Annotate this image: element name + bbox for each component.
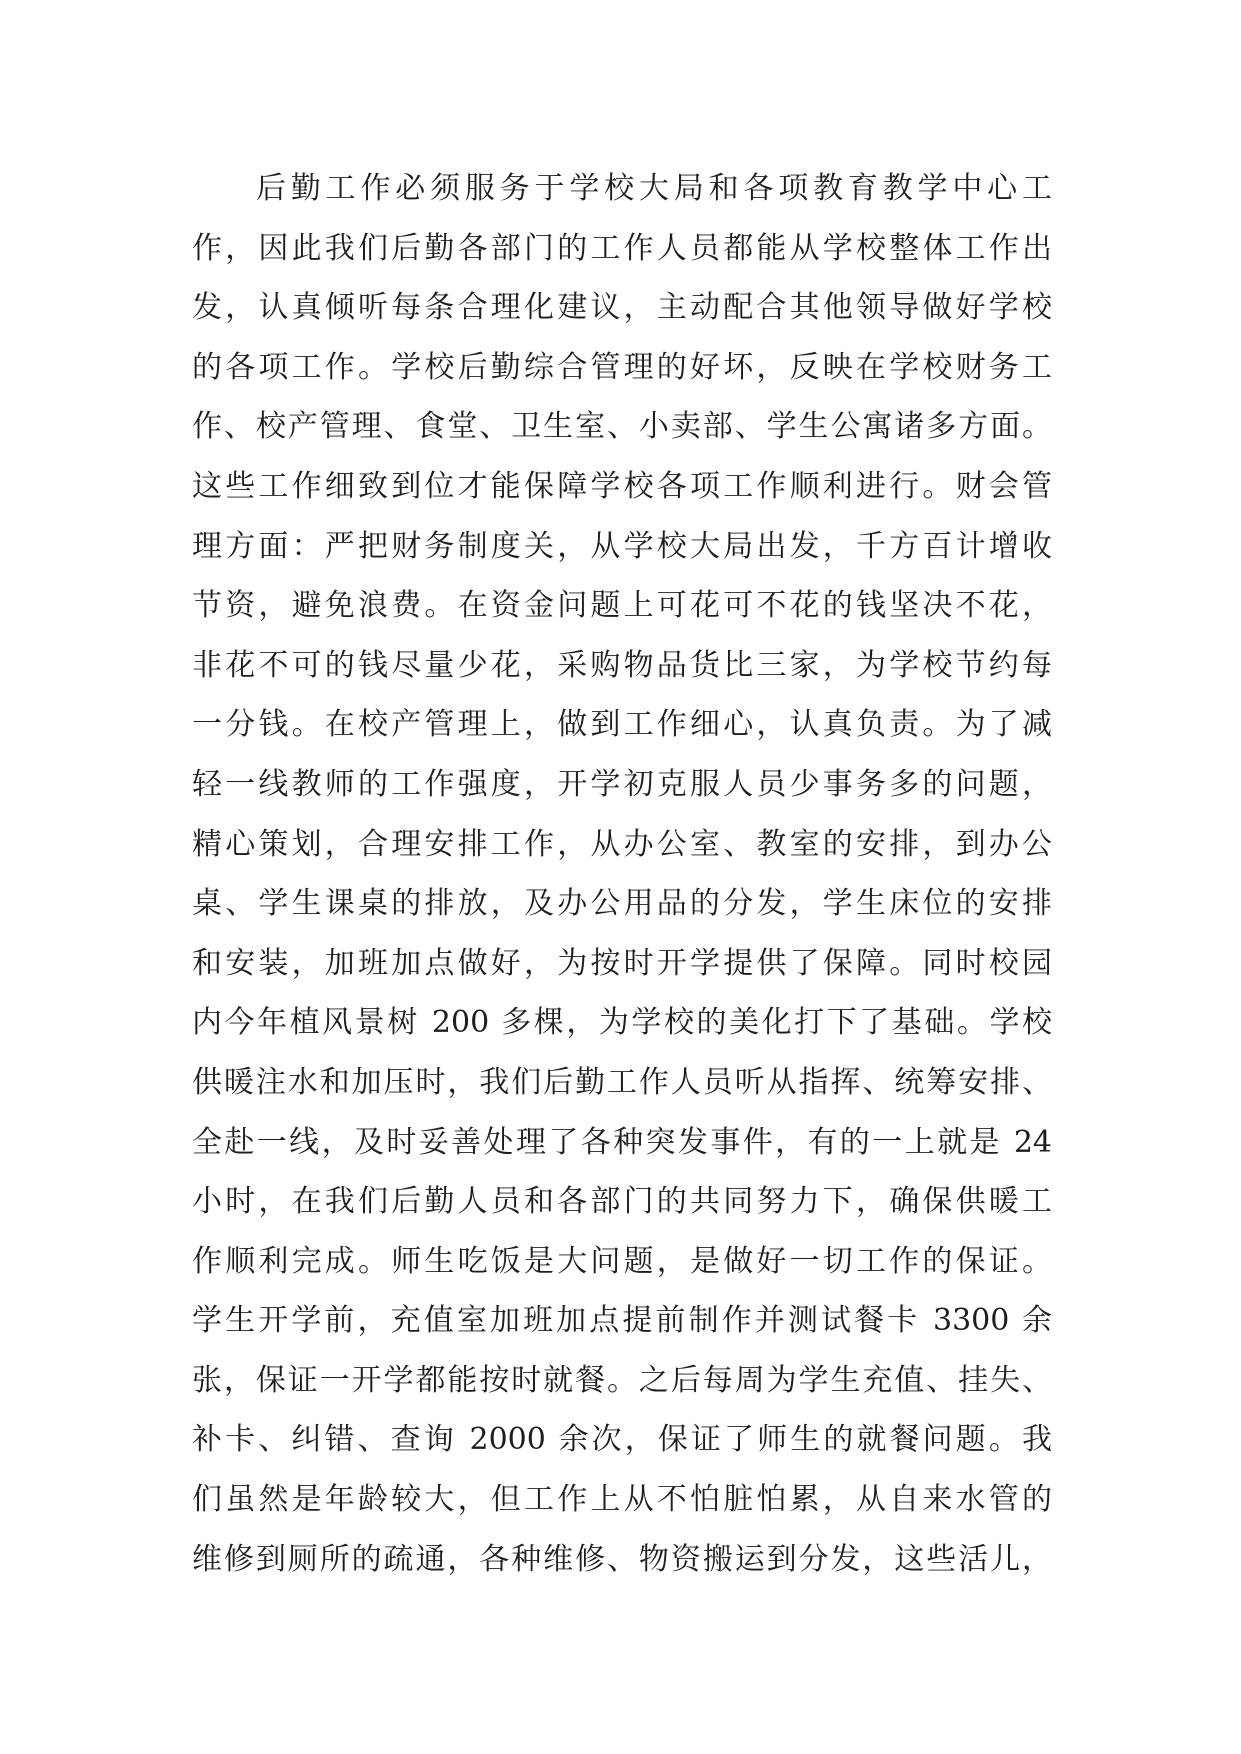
paragraph-line: 作顺利完成。师生吃饭是大问题，是做好一切工作的保证。 [192, 1243, 1052, 1279]
paragraph-line: 们虽然是年龄较大，但工作上从不怕脏怕累，从自来水管的 [192, 1482, 1052, 1518]
paragraph-line: 非花不可的钱尽量少花，采购物品货比三家，为学校节约每 [192, 647, 1052, 683]
paragraph-line: 精心策划，合理安排工作，从办公室、教室的安排，到办公 [192, 826, 1052, 862]
paragraph-line: 学生开学前，充值室加班加点提前制作并测试餐卡 3300 余 [192, 1303, 1052, 1339]
paragraph-line: 补卡、纠错、查询 2000 余次，保证了师生的就餐问题。我 [192, 1422, 1052, 1458]
paragraph-line: 桌、学生课桌的排放，及办公用品的分发，学生床位的安排 [192, 886, 1052, 922]
paragraph-line: 作，因此我们后勤各部门的工作人员都能从学校整体工作出 [192, 230, 1052, 266]
paragraph-line: 维修到厕所的疏通，各种维修、物资搬运到分发，这些活儿， [192, 1541, 1052, 1577]
body-paragraph [192, 159, 1052, 1589]
paragraph-line: 全赴一线，及时妥善处理了各种突发事件，有的一上就是 24 [192, 1124, 1052, 1160]
paragraph-line: 这些工作细致到位才能保障学校各项工作顺利进行。财会管 [192, 468, 1052, 504]
paragraph-line: 作、校产管理、食堂、卫生室、小卖部、学生公寓诸多方面。 [192, 409, 1052, 445]
paragraph-line: 和安装，加班加点做好，为按时开学提供了保障。同时校园 [192, 945, 1052, 981]
paragraph-line: 轻一线教师的工作强度，开学初克服人员少事务多的问题， [192, 766, 1052, 802]
paragraph-line: 理方面：严把财务制度关，从学校大局出发，千方百计增收 [192, 528, 1052, 564]
paragraph-line: 内今年植风景树 200 多棵，为学校的美化打下了基础。学校 [192, 1005, 1052, 1041]
paragraph-line: 节资，避免浪费。在资金问题上可花可不花的钱坚决不花， [192, 588, 1052, 624]
paragraph-line: 发，认真倾听每条合理化建议，主动配合其他领导做好学校 [192, 290, 1052, 326]
paragraph-line: 的各项工作。学校后勤综合管理的好坏，反映在学校财务工 [192, 349, 1052, 385]
paragraph-line: 一分钱。在校产管理上，做到工作细心，认真负责。为了减 [192, 707, 1052, 743]
paragraph-line: 供暖注水和加压时，我们后勤工作人员听从指挥、统筹安排、 [192, 1064, 1052, 1100]
paragraph-line: 张，保证一开学都能按时就餐。之后每周为学生充值、挂失、 [192, 1362, 1052, 1398]
paragraph-line: 后勤工作必须服务于学校大局和各项教育教学中心工 [256, 171, 1052, 206]
paragraph-line: 小时，在我们后勤人员和各部门的共同努力下，确保供暖工 [192, 1184, 1052, 1220]
